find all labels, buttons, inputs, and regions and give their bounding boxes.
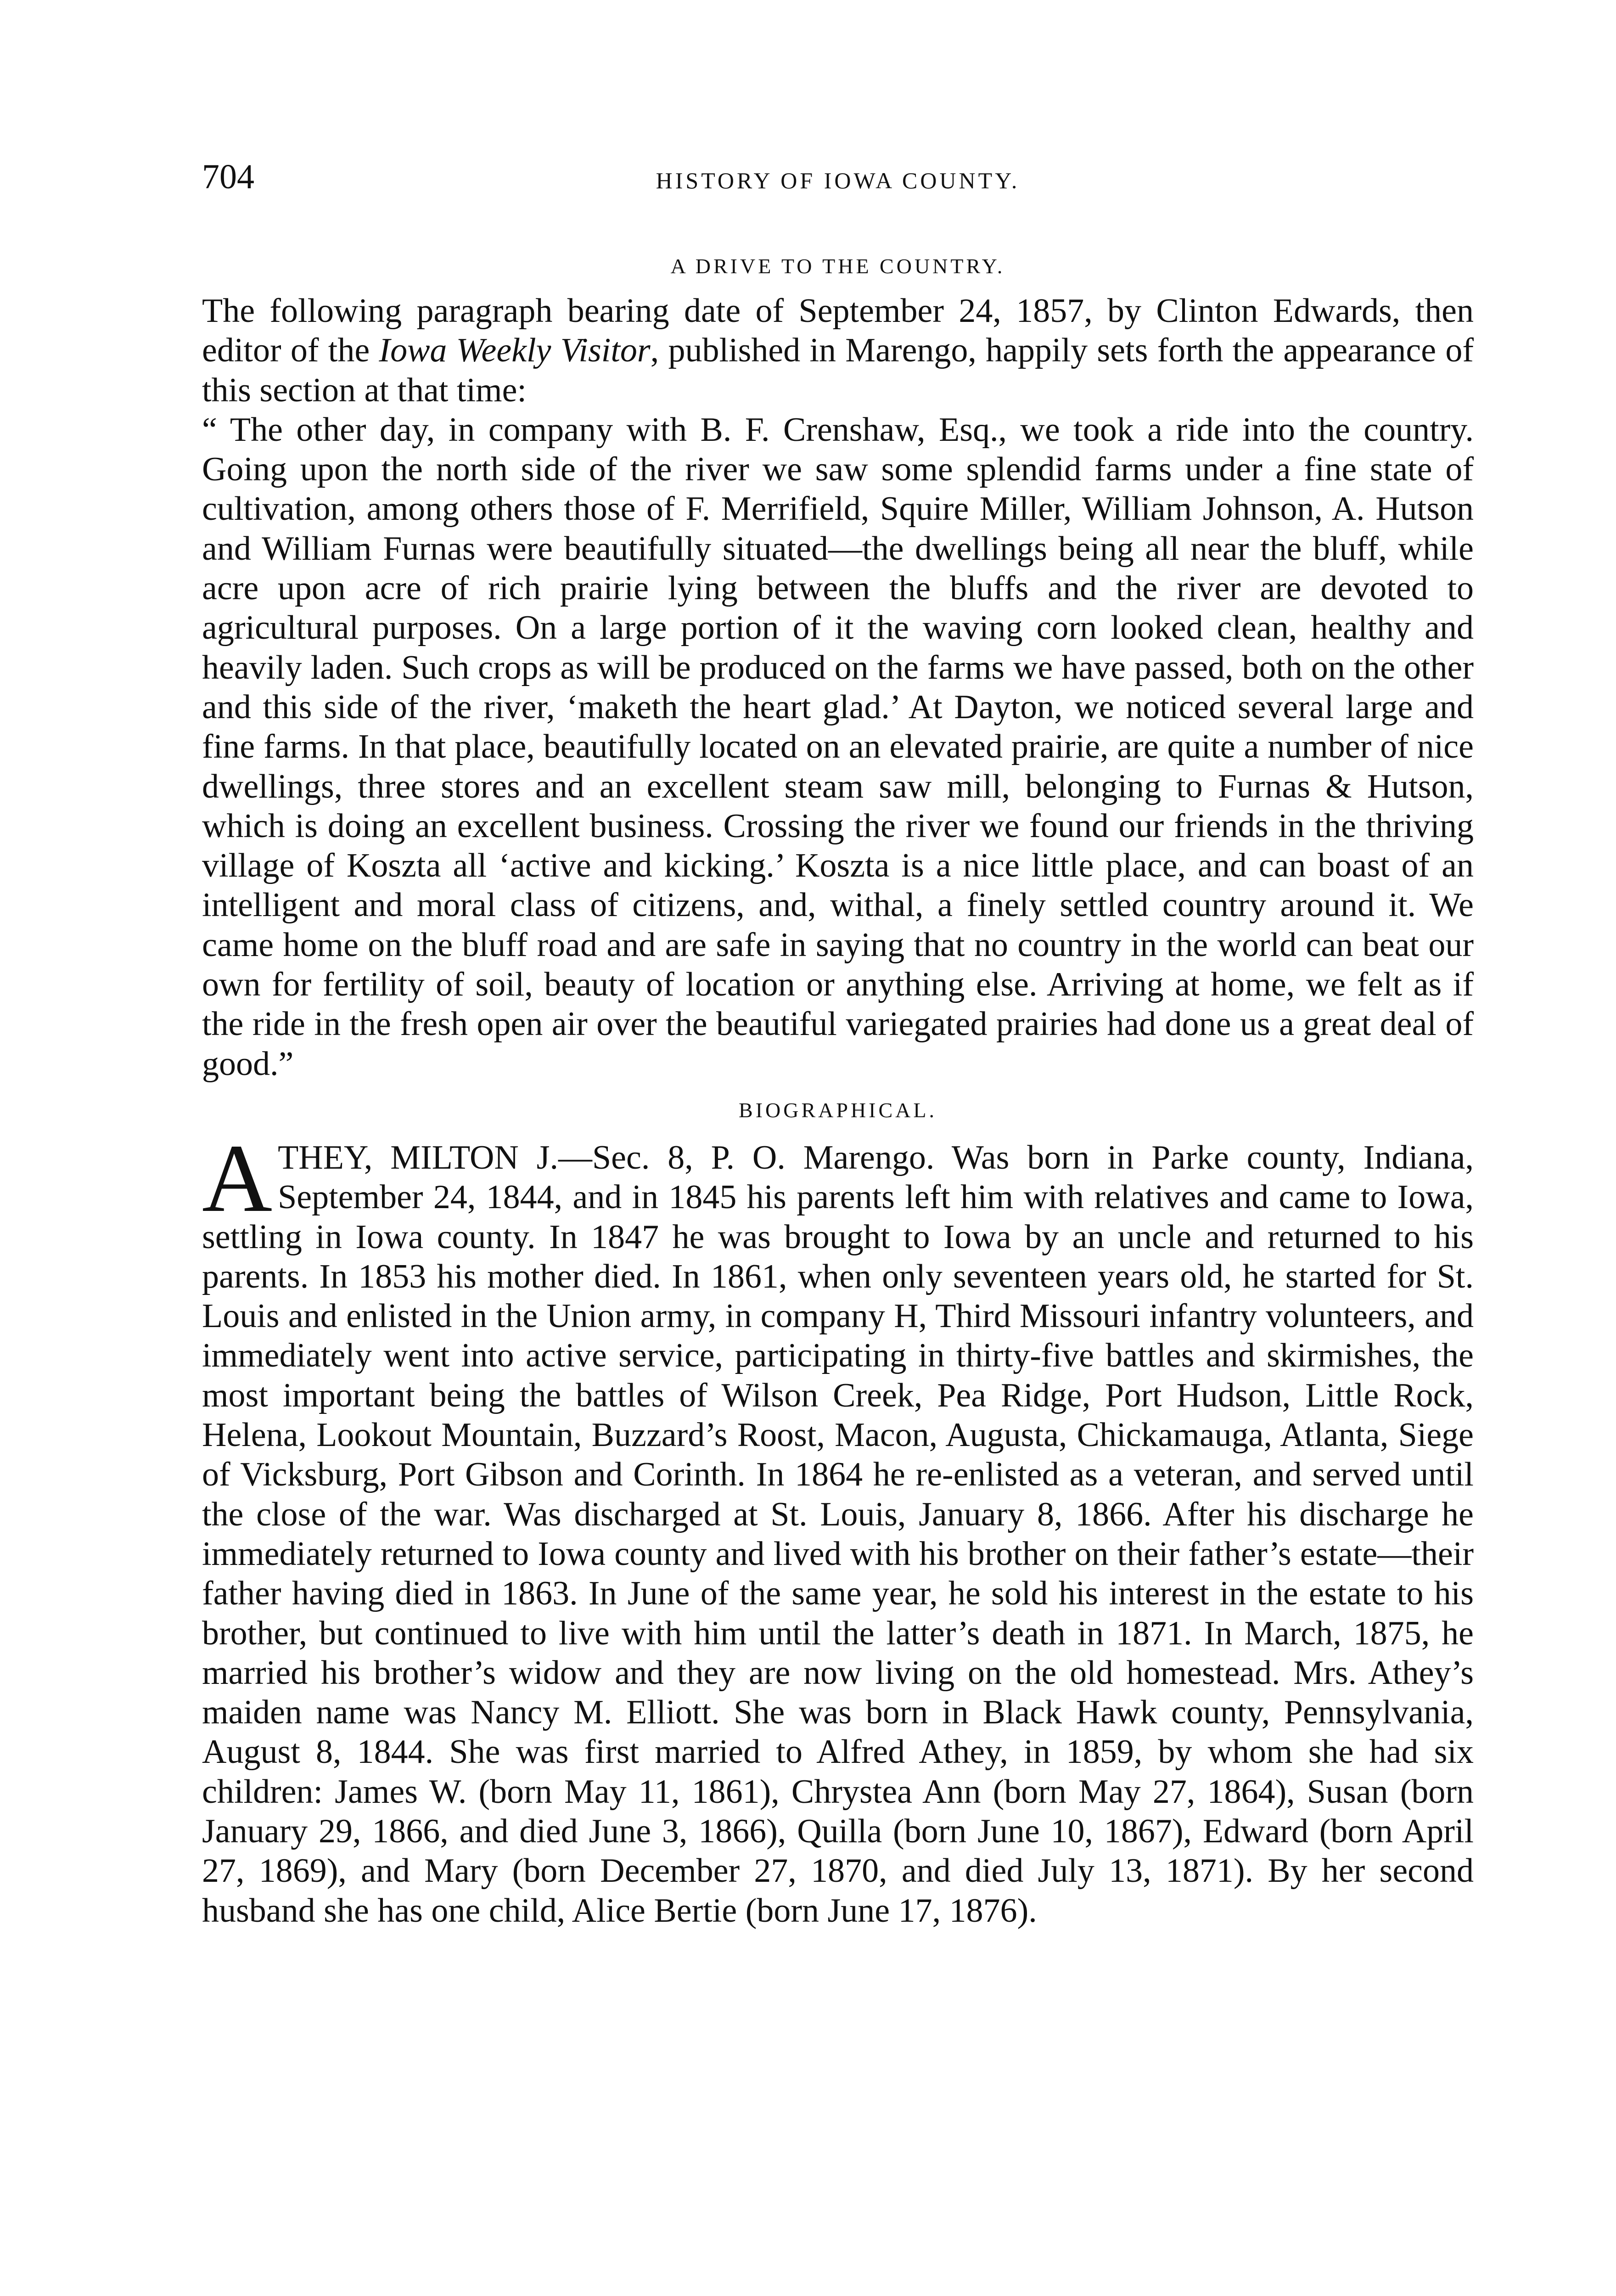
page-number: 704 bbox=[202, 158, 254, 196]
newspaper-title: Iowa Weekly Visitor bbox=[379, 332, 651, 370]
quoted-paragraph: “ The other day, in company with B. F. Crenshaw, Esq., we took a ride into the country. Going upon the north side of the river we saw some splendid farms under a fine state of cultivation, among others those of F. Merrifield, Squire Miller, William Johnson, A. Hutson and William Furnas were beautifully situated—the dwellings being all near the bluff, while acre upon acre of rich prairie lying between the bluffs and the river are devoted to agricultural purposes. On a large portion of it the waving corn looked clean, healthy and heavily laden. Such crops as will be produced on the farms we have passed, both on the other and this side of the river, ‘maketh the heart glad.’ At Dayton, we noticed several large and fine farms. In that place, beautifully located on an elevated prairie, are quite a number of nice dwellings, three stores and an excellent steam saw mill, belonging to Furnas & Hutson, which is doing an excellent business. Crossing the river we found our friends in the thriving village of Koszta all ‘active and kicking.’ Koszta is a nice little place, and can boast of an intelligent and moral class of citizens, and, withal, a finely settled country around it. We came home on the bluff road and are safe in saying that no country in the world can beat our own for fertility of soil, beauty of location or anything else. Arriving at home, we felt as if the ride in the fresh open air over the beautiful variegated prairies had done us a great deal of good.” bbox=[202, 411, 1474, 1083]
biography-entry bbox=[202, 1124, 1474, 1930]
biography-body: —Sec. 8, P. O. Marengo. Was born in Parke county, Indiana, September 24, 1844, and in 1845 his parents left him with relatives and came to Iowa, settling in Iowa county. In 1847 he was brought to Iowa by an uncle and returned to his parents. In 1853 his mother died. In 1861, when only seventeen years old, he started for St. Louis and enlisted in the Union army, in company H, Third Missouri infantry volunteers, and immediately went into active service, participating in thirty-five battles and skirmishes, the most important being the battles of Wilson Creek, Pea Ridge, Port Hudson, Little Rock, Helena, Lookout Mountain, Buzzard’s Roost, Macon, Augusta, Chickamauga, Atlanta, Siege of Vicksburg, Port Gibson and Corinth. In 1864 he re-enlisted as a veteran, and served until the close of the war. Was discharged at St. Louis, January 8, 1866. After his discharge he immediately returned to Iowa county and lived with his brother on their father’s estate—their father having died in 1863. In June of the same year, he sold his interest in the estate to his brother, but continued to live with him until the latter’s death in 1871. In March, 1875, he married his brother’s widow and they are now living on the old homestead. Mrs. Athey’s maiden name was Nancy M. Elliott. She was born in Black Hawk county, Pennsylvania, August 8, 1844. She was first married to Alfred Athey, in 1859, by whom she had six children: James W. (born May 11, 1861), Chrystea Ann (born May 27, 1864), Susan (born January 29, 1866, and died June 3, 1866), Quilla (born June 10, 1867), Edward (born April 27, 1869), and Mary (born December 27, 1870, and died July 13, 1871). By her second husband she has one child, Alice Bertie (born June 17, 1876). bbox=[202, 1138, 1474, 1930]
running-title: HISTORY OF IOWA COUNTY. bbox=[656, 168, 1020, 193]
biography-name: THEY, MILTON J. bbox=[278, 1138, 558, 1176]
intro-text-before-title: The following paragraph bearing date of September 24, 1857, by Clinton Edwards, then editor of the bbox=[202, 292, 1474, 370]
drop-cap: A bbox=[202, 1124, 273, 1232]
intro-text-after-title: , published in Marengo, happily sets forth the appearance of this section at that time: bbox=[202, 332, 1474, 409]
section-heading-drive: A DRIVE TO THE COUNTRY. bbox=[670, 254, 1005, 278]
intro-paragraph bbox=[202, 291, 1474, 410]
section-heading-biographical: BIOGRAPHICAL. bbox=[739, 1098, 937, 1122]
running-head bbox=[202, 156, 1474, 197]
document-page bbox=[202, 156, 1474, 1930]
